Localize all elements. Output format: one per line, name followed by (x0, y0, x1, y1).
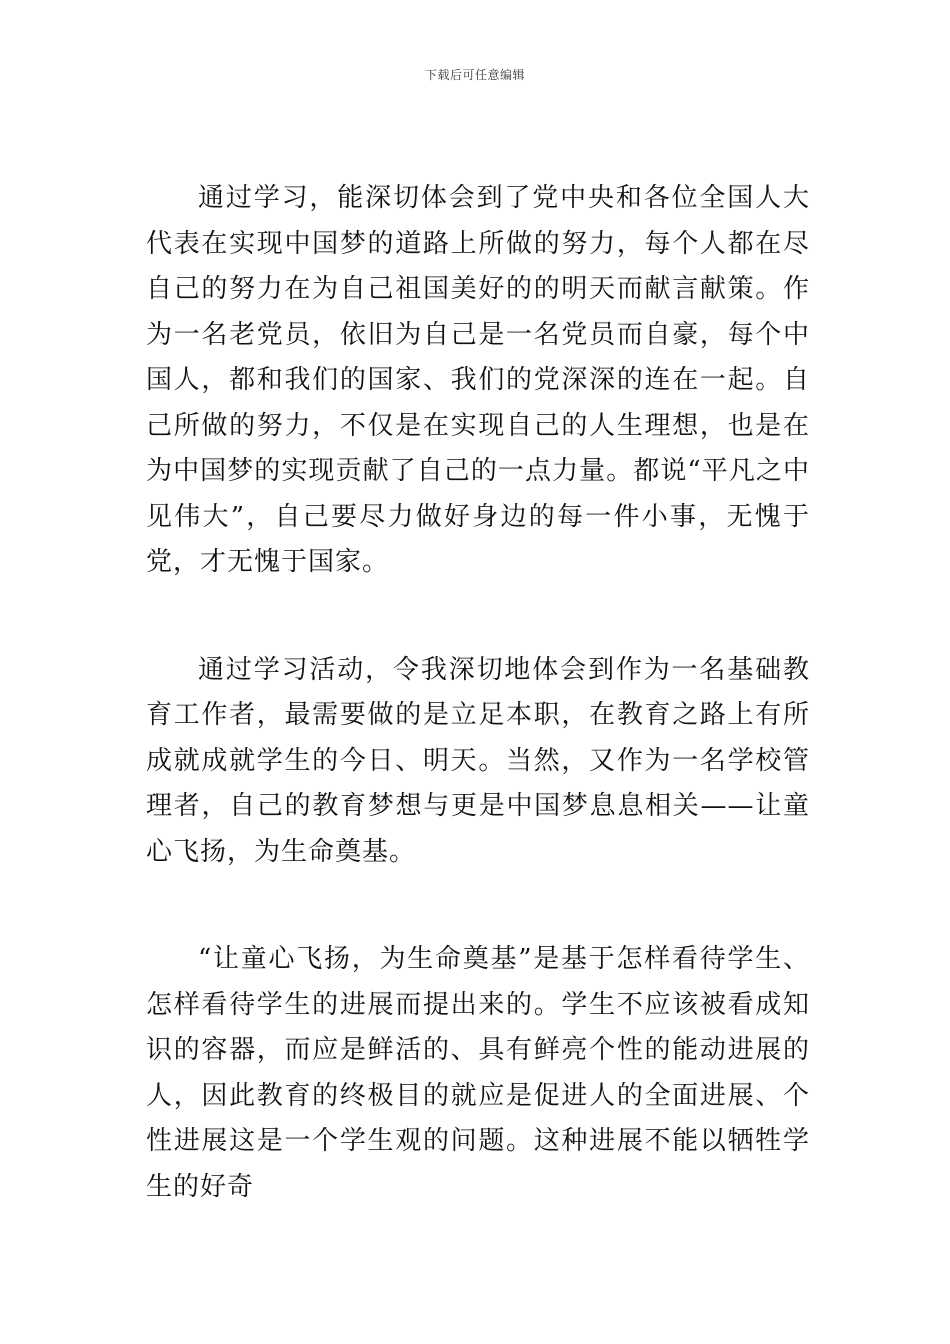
paragraph-2: 通过学习活动，令我深切地体会到作为一名基础教育工作者，最需要做的是立足本职，在教育之路上有所成就成就学生的今日、明天。当然，又作为一名学校管理者，自己的教育梦想与更是中国梦息息相关——让童心飞扬，为生命奠基。 (146, 654, 810, 867)
document-body (146, 176, 810, 1210)
paragraph-3: “让童心飞扬，为生命奠基”是基于怎样看待学生、怎样看待学生的进展而提出来的。学生不应该被看成知识的容器，而应是鲜活的、具有鲜亮个性的能动进展的人，因此教育的终极目的就应是促进人的全面进展、个性进展这是一个学生观的问题。这种进展不能以牺牲学生的好奇 (146, 944, 810, 1202)
page-header-note: 下载后可任意编辑 (424, 68, 525, 82)
paragraph-1: 通过学习，能深切体会到了党中央和各位全国人大代表在实现中国梦的道路上所做的努力，每个人都在尽自己的努力在为自己祖国美好的的明天而献言献策。作为一名老党员，依旧为自己是一名党员而自豪，每个中国人，都和我们的国家、我们的党深深的连在一起。自己所做的努力，不仅是在实现自己的人生理想，也是在为中国梦的实现贡献了自己的一点力量。都说“平凡之中见伟大”，自己要尽力做好身边的每一件小事，无愧于党，才无愧于国家。 (146, 183, 810, 577)
